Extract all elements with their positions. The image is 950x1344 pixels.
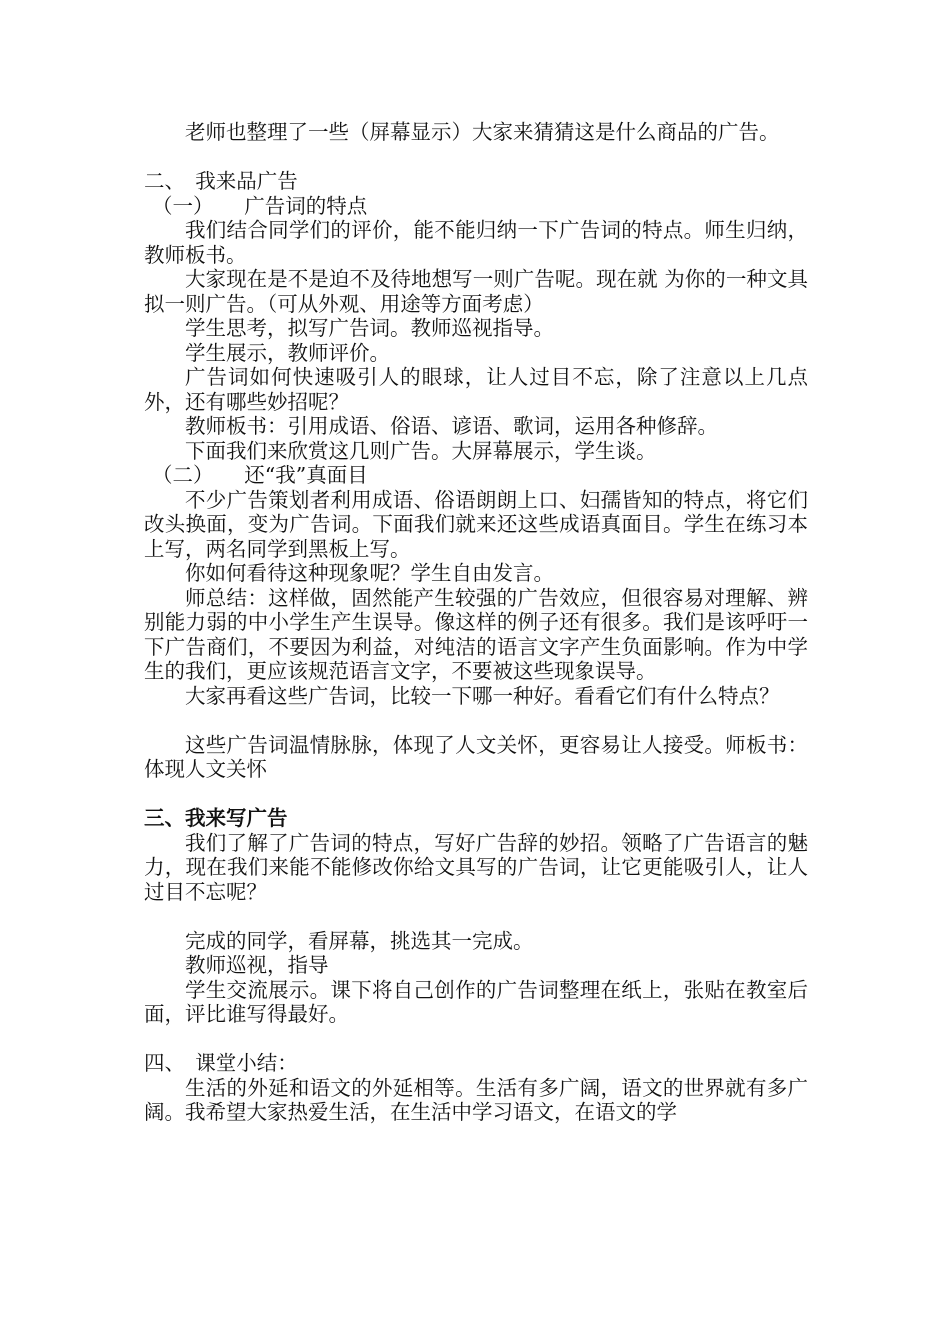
paragraph-write-ad: 大家现在是不是迫不及待地想写一则广告呢。现在就 为你的一种文具拟一则广告。（可从外观、用途等方面考虑） [144,267,808,316]
paragraph-phenomenon-question: 你如何看待这种现象呢？学生自由发言。 [185,561,554,585]
paragraph-teacher-patrol: 教师巡视，指导 [185,953,329,977]
section-heading-2: 二、 我来品广告 [144,169,298,193]
paragraph-choose-task: 完成的同学，看屏幕，挑选其一完成。 [185,928,534,953]
spacer [144,708,808,733]
subsection-heading-1: （一） 广告词的特点 [152,193,368,218]
paragraph-compare-ads: 大家再看这些广告词，比较一下哪一种好。看看它们有什么特点？ [185,683,780,708]
paragraph-tricks-question: 广告词如何快速吸引人的眼球，让人过目不忘，除了注意以上几点外，还有哪些妙招呢？ [144,365,808,414]
section-heading-4: 四、 课堂小结： [144,1051,298,1075]
paragraph-revise-ad: 我们了解了广告词的特点，写好广告辞的妙招。领略了广告语言的魅力，现在我们来能不能修改你给文具写的广告词，让它更能吸引人，让人过目不忘呢？ [144,830,808,904]
paragraph-class-summary: 生活的外延和语文的外延相等。生活有多广阔，语文的世界就有多广阔。我希望大家热爱生活，在生活中学习语文，在语文的学 [144,1075,808,1124]
spacer [144,782,808,807]
paragraph-board-notes: 教师板书：引用成语、俗语、谚语、歌词，运用各种修辞。 [185,414,718,438]
subsection-heading-2: （二） 还“我”真面目 [152,463,368,487]
document-page [144,120,808,1125]
spacer [144,1027,808,1052]
spacer [144,904,808,929]
paragraph-students-show: 学生展示，教师评价。 [185,340,390,365]
paragraph-summarize-features: 我们结合同学们的评价，能不能归纳一下广告词的特点。师生归纳，教师板书。 [144,218,808,267]
spacer [144,145,808,170]
paragraph-humanistic-care: 这些广告词温情脉脉，体现了人文关怀，更容易让人接受。师板书：体现人文关怀 [144,732,808,781]
paragraph-exchange-show: 学生交流展示。课下将自己创作的广告词整理在纸上，张贴在教室后面，评比谁写得最好。 [144,977,808,1026]
paragraph-guess-ads: 老师也整理了一些（屏幕显示）大家来猜猜这是什么商品的广告。 [185,120,780,144]
paragraph-students-think: 学生思考，拟写广告词。教师巡视指导。 [185,316,554,340]
section-heading-3: 三、我来写广告 [144,806,288,830]
paragraph-teacher-summary: 师总结：这样做，固然能产生较强的广告效应，但很容易对理解、辨别能力弱的中小学生产生误导。像这样的例子还有很多。我们是该呼吁一下广告商们，不要因为利益，对纯洁的语言文字产生负面影响。作为中学生的我们，更应该规范语言文字，不要被这些现象误导。 [144,585,808,683]
paragraph-idiom-ads: 不少广告策划者利用成语、俗语朗朗上口、妇孺皆知的特点，将它们改头换面，变为广告词。下面我们就来还这些成语真面目。学生在练习本上写，两名同学到黑板上写。 [144,487,808,561]
paragraph-appreciate-ads: 下面我们来欣赏这几则广告。大屏幕展示，学生谈。 [185,438,657,463]
